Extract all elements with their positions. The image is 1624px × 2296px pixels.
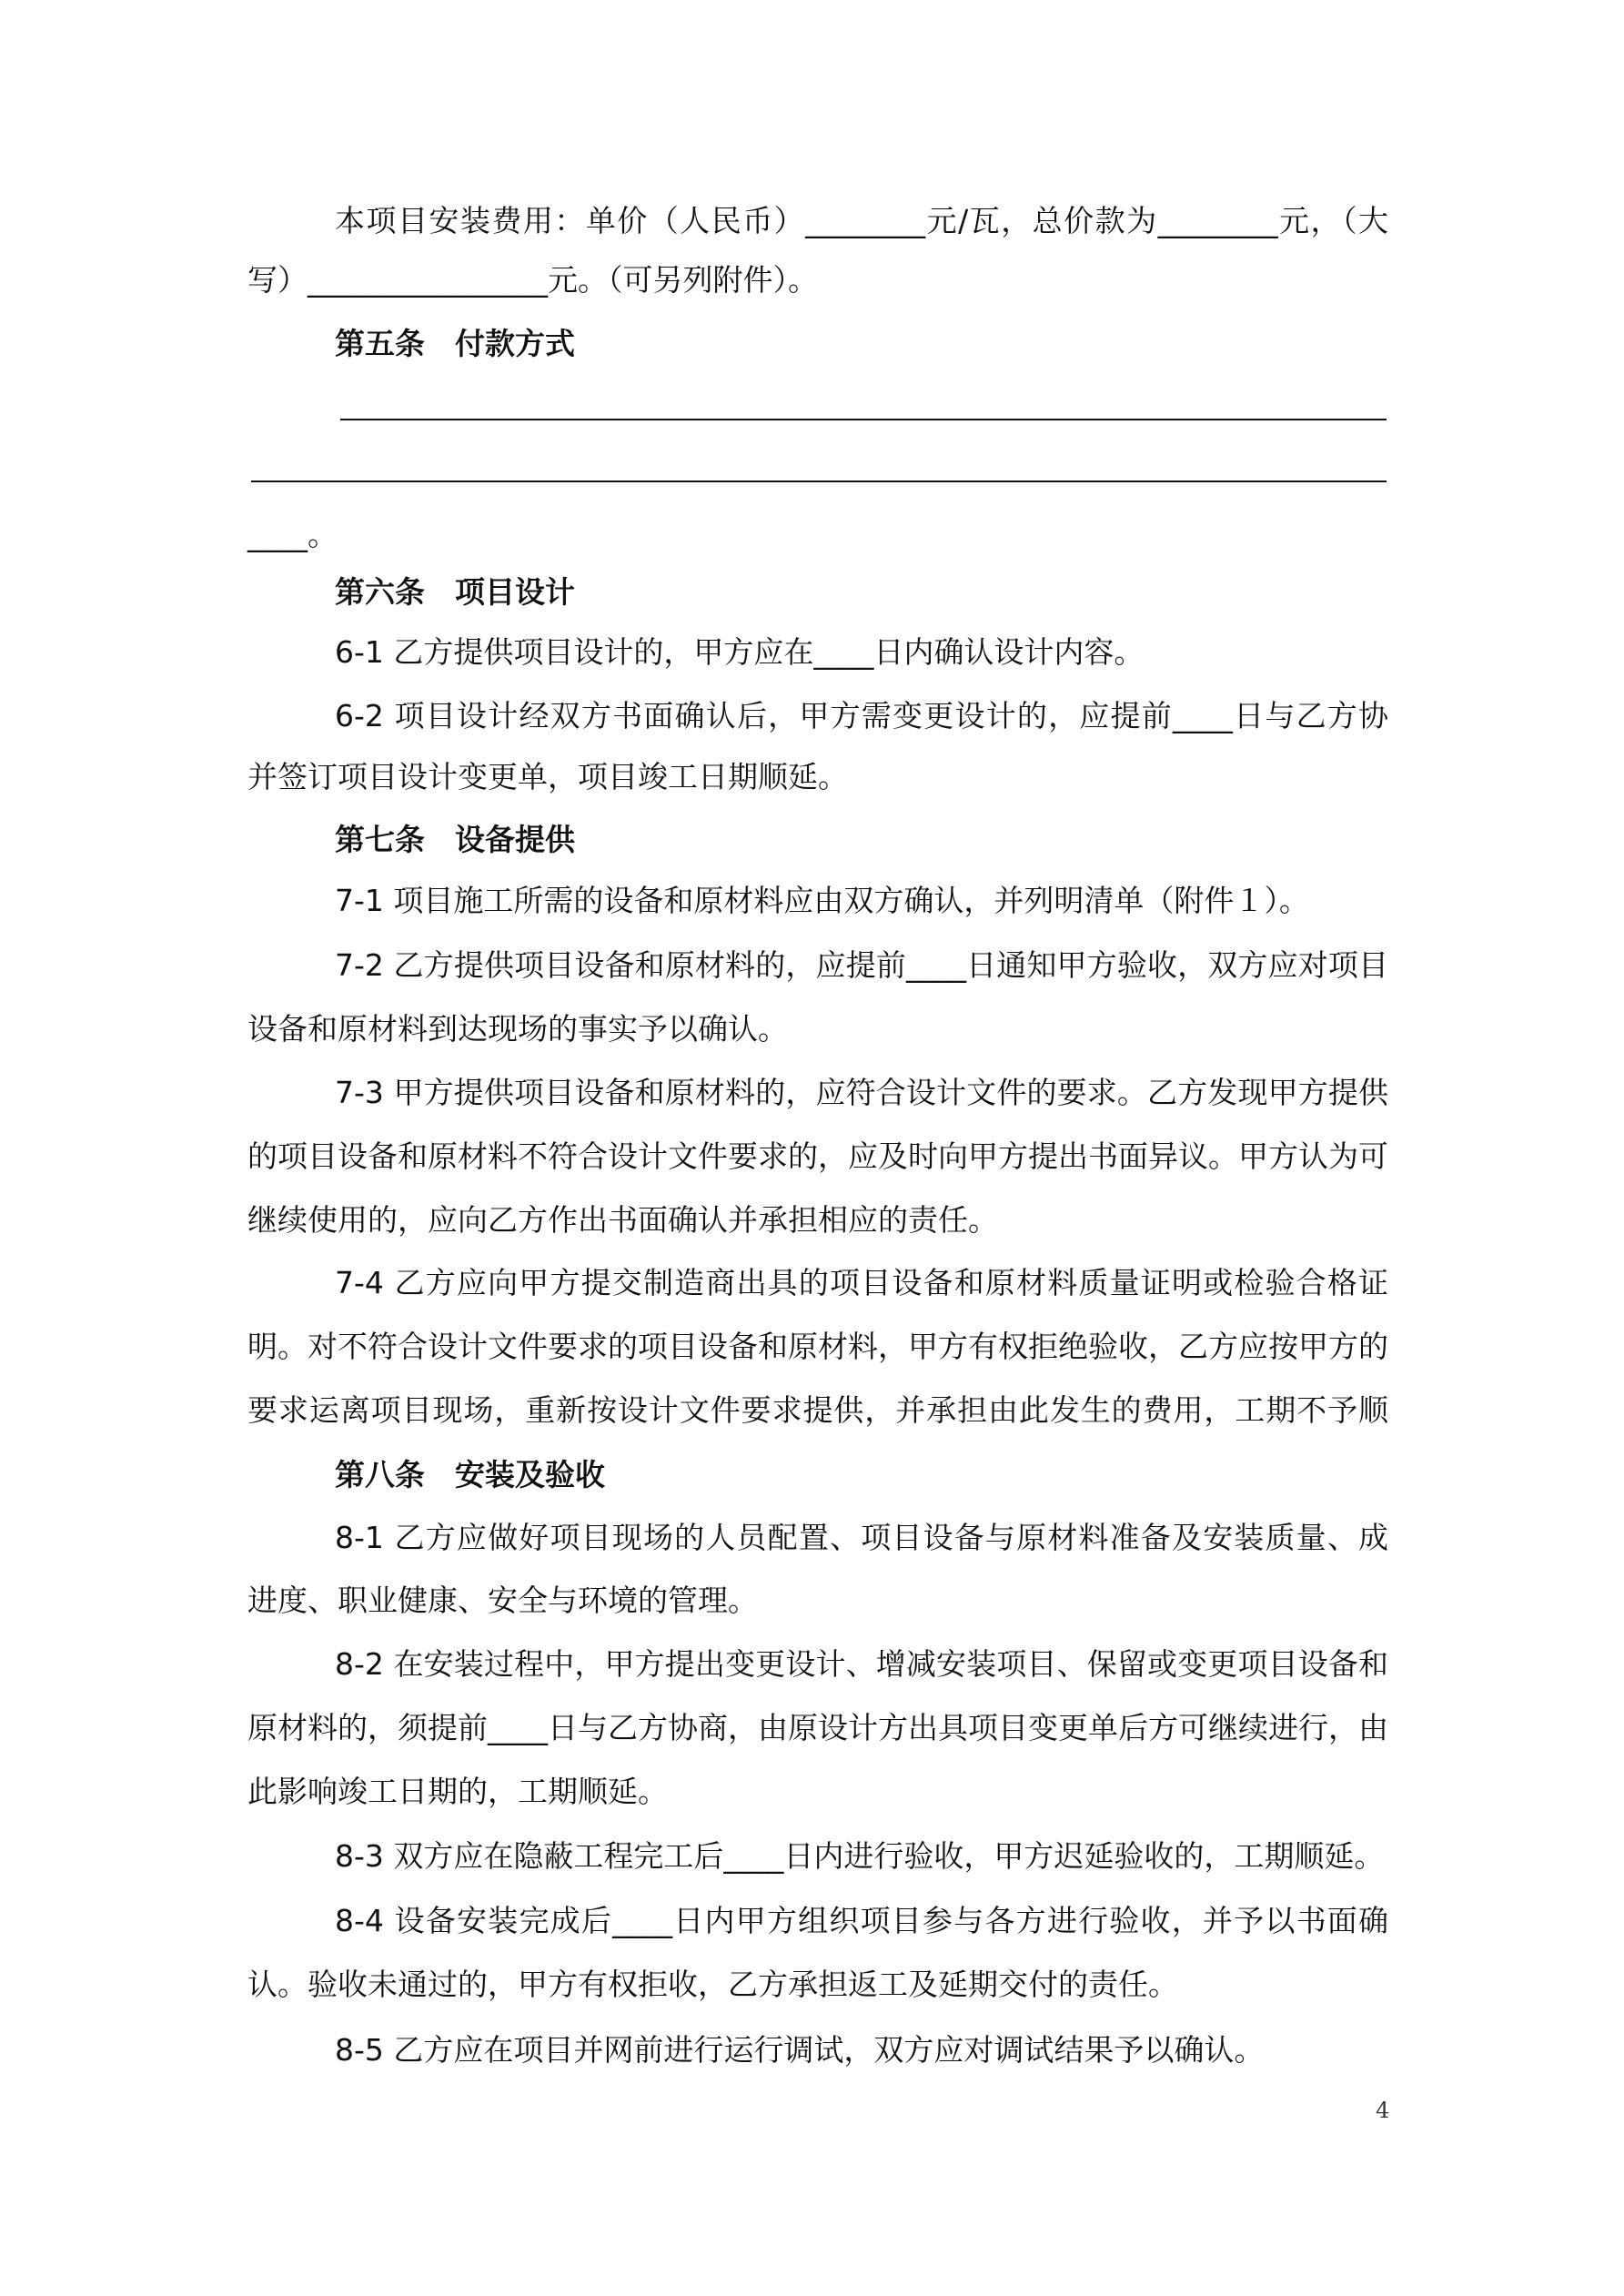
- paragraph-line: 并签订项目设计变更单，项目竣工日期顺延。: [247, 759, 848, 794]
- paragraph-line: 6-2 项目设计经双方书面确认后，甲方需变更设计的，应提前____日与乙方协: [335, 698, 1388, 733]
- paragraph-line: 8-1 乙方应做好项目现场的人员配置、项目设备与原材料准备及安装质量、成: [335, 1520, 1388, 1555]
- paragraph-line: 8-3 双方应在隐蔽工程完工后____日内进行验收，甲方迟延验收的，工期顺延。: [335, 1838, 1385, 1874]
- blank-line: [340, 419, 1387, 420]
- paragraph-line: 8-2 在安装过程中，甲方提出变更设计、增减安装项目、保留或变更项目设备和: [335, 1646, 1388, 1682]
- paragraph-line: 本项目安装费用：单价（人民币）________元/瓦，总价款为________元，（大: [335, 203, 1388, 238]
- paragraph-line: 7-2 乙方提供项目设备和原材料的，应提前____日通知甲方验收，双方应对项目: [335, 947, 1388, 983]
- section-heading: 第五条 付款方式: [335, 326, 575, 361]
- paragraph-line: 明。对不符合设计文件要求的项目设备和原材料，甲方有权拒绝验收，乙方应按甲方的: [247, 1329, 1388, 1364]
- paragraph-line: 8-4 设备安装完成后____日内甲方组织项目参与各方进行验收，并予以书面确: [335, 1903, 1388, 1938]
- paragraph-line: ____。: [247, 517, 338, 552]
- paragraph-line: 认。验收未通过的，甲方有权拒收，乙方承担返工及延期交付的责任。: [247, 1967, 1178, 2002]
- paragraph-line: 原材料的，须提前____日与乙方协商，由原设计方出具项目变更单后方可继续进行，由: [247, 1710, 1388, 1745]
- paragraph-line: 继续使用的，应向乙方作出书面确认并承担相应的责任。: [247, 1202, 998, 1238]
- paragraph-line: 进度、职业健康、安全与环境的管理。: [247, 1583, 758, 1618]
- paragraph-line: 6-1 乙方提供项目设计的，甲方应在____日内确认设计内容。: [335, 634, 1145, 670]
- page-number: 4: [1376, 2098, 1390, 2123]
- paragraph-line: 7-4 乙方应向甲方提交制造商出具的项目设备和原材料质量证明或检验合格证: [335, 1265, 1388, 1300]
- paragraph-line: 7-3 甲方提供项目设备和原材料的，应符合设计文件的要求。乙方发现甲方提供: [335, 1075, 1388, 1110]
- paragraph-line: 7-1 项目施工所需的设备和原材料应由双方确认，并列明清单（附件１）。: [335, 883, 1309, 918]
- section-heading: 第七条 设备提供: [335, 822, 575, 857]
- blank-line: [251, 480, 1387, 482]
- section-heading: 第八条 安装及验收: [335, 1457, 605, 1492]
- paragraph-line: 写）________________元。（可另列附件）。: [247, 262, 818, 298]
- paragraph-line: 设备和原材料到达现场的事实予以确认。: [247, 1011, 788, 1047]
- paragraph-line: 要求运离项目现场，重新按设计文件要求提供，并承担由此发生的费用，工期不予顺: [247, 1392, 1388, 1428]
- paragraph-line: 的项目设备和原材料不符合设计文件要求的，应及时向甲方提出书面异议。甲方认为可: [247, 1138, 1388, 1174]
- section-heading: 第六条 项目设计: [335, 574, 575, 610]
- paragraph-line: 此影响竣工日期的，工期顺延。: [247, 1774, 668, 1809]
- paragraph-line: 8-5 乙方应在项目并网前进行运行调试，双方应对调试结果予以确认。: [335, 2032, 1265, 2068]
